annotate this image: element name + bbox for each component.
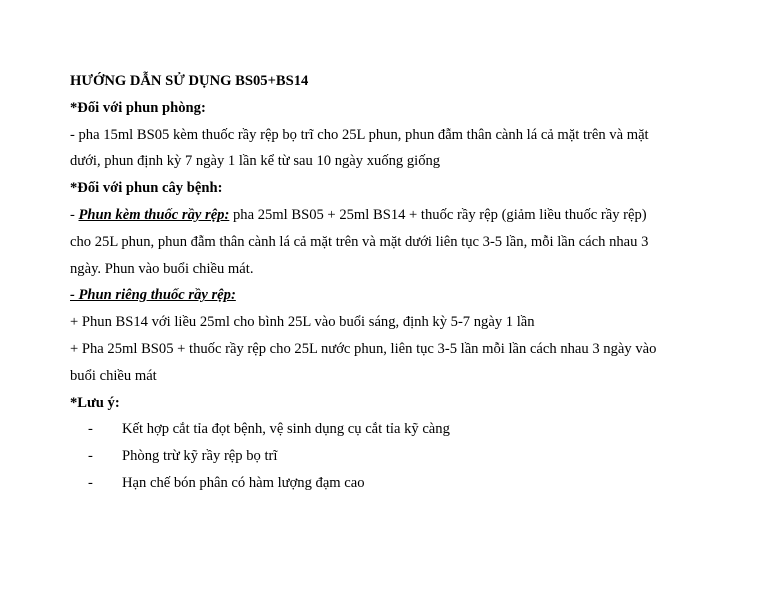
note-text: Hạn chế bón phân có hàm lượng đạm cao	[122, 474, 365, 491]
separate-item-2-line-2: buổi chiều mát	[70, 367, 157, 384]
bullet-dash: -	[88, 421, 93, 438]
combo-line-1	[70, 202, 710, 229]
combo-line-3: ngày. Phun vào buổi chiều mát.	[70, 260, 254, 277]
document-body	[70, 68, 710, 497]
note-text: Kết hợp cắt tỉa đọt bệnh, vệ sinh dụng cụ cắt tỉa kỹ càng	[122, 421, 450, 438]
separate-item-1: + Phun BS14 với liều 25ml cho bình 25L vào buổi sáng, định kỳ 5-7 ngày 1 lần	[70, 314, 535, 331]
prevention-heading: *Đối với phun phòng:	[70, 99, 206, 116]
separate-label: - Phun riêng thuốc rầy rệp:	[70, 287, 236, 304]
bullet-dash: -	[88, 474, 93, 491]
bullet-dash: -	[88, 448, 93, 465]
document-title: HƯỚNG DẪN SỬ DỤNG BS05+BS14	[70, 73, 309, 89]
combo-label: Phun kèm thuốc rầy rệp:	[78, 206, 230, 223]
list-item	[70, 416, 710, 443]
sick-heading: *Đối với phun cây bệnh:	[70, 180, 223, 197]
note-text: Phòng trừ kỹ rầy rệp bọ trĩ	[122, 448, 278, 465]
combo-line-2: cho 25L phun, phun đẫm thân cành lá cả mặt trên và mặt dưới liên tục 3-5 lần, mỗi lần cách nhau 3	[70, 233, 649, 250]
notes-heading: *Lưu ý:	[70, 394, 120, 411]
list-item	[70, 470, 710, 497]
combo-line-1-text: pha 25ml BS05 + 25ml BS14 + thuốc rầy rệp (giảm liều thuốc rầy rệp)	[229, 206, 647, 223]
prevention-line-2: dưới, phun định kỳ 7 ngày 1 lần kể từ sau 10 ngày xuống giống	[70, 153, 441, 170]
combo-dash: -	[70, 206, 79, 223]
prevention-line-1: - pha 15ml BS05 kèm thuốc rầy rệp bọ trĩ cho 25L phun, phun đẫm thân cành lá cả mặt trên và mặt	[70, 126, 649, 143]
separate-item-2-line-1: + Pha 25ml BS05 + thuốc rầy rệp cho 25L nước phun, liên tục 3-5 lần mỗi lần cách nhau 3 ngày vào	[70, 340, 657, 357]
list-item	[70, 443, 710, 470]
